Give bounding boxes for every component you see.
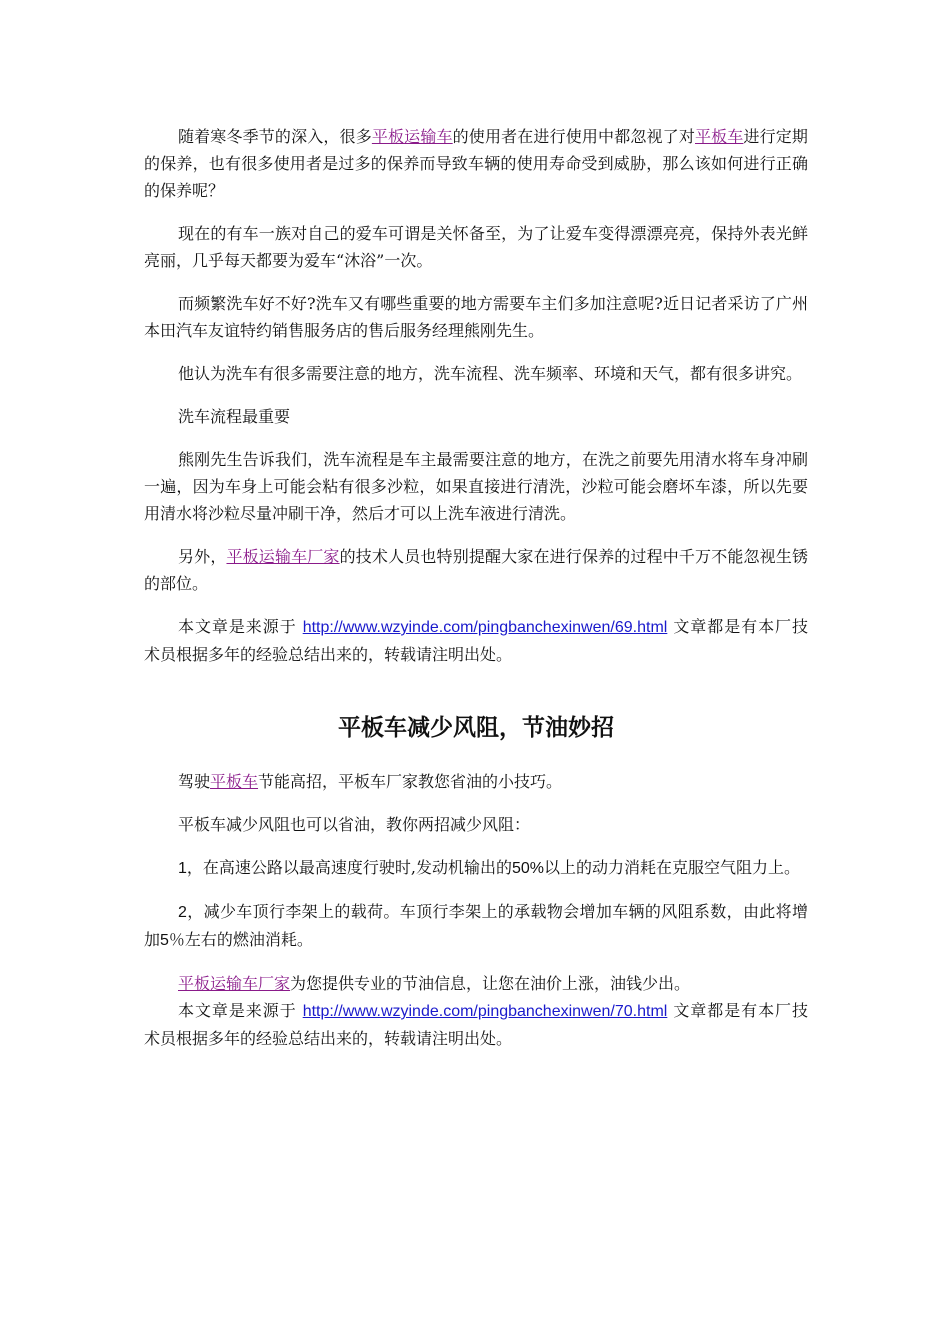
paragraph-text: 进行定期的保养，也有很多使用者是过多的保养而导致车辆的使用寿命受到威胁，那么该如何进行正确的保养呢？ [144,127,808,200]
paragraph [144,970,808,997]
paragraph-text: 的使用者在进行使用中都忽视了对 [452,127,695,146]
paragraph [144,898,808,954]
paragraph-text: 驾驶 [178,772,211,791]
list-number: 1 [178,860,187,877]
paragraph-text: ，减少车顶行李架上的载荷。车顶行李架上的承载物会增加车辆的风阻系数，由此将增加 [144,902,808,949]
paragraph-text: 另外， [178,547,227,566]
source-url-link[interactable]: http://www.wzyinde.com/pingbanchexinwen/70.html [302,1003,668,1020]
paragraph [144,123,808,204]
paragraph-text: ，在高速公路以最高速度行驶时,发动机输出的 [186,858,512,877]
paragraph: 平板车减少风阻也可以省油，教你两招减少风阻： [178,815,531,834]
keyword-link[interactable]: 平板运输车 [371,127,453,146]
paragraph-text: 以上的动力消耗在克服空气阻力上。 [544,858,801,877]
source-paragraph [144,613,808,668]
paragraph-text: 文章都是有本厂技术员根据多年的经验总结出来的，转载请注明出处。 [144,617,809,664]
paragraph [144,543,808,597]
keyword-link[interactable]: 平板车 [210,772,259,791]
paragraph [144,854,808,882]
paragraph: 现在的有车一族对自己的爱车可谓是关怀备至，为了让爱车变得漂漂亮亮，保持外表光鲜亮丽，几乎每天都要为爱车“沐浴”一次。 [144,224,808,270]
paragraph: 熊刚先生告诉我们，洗车流程是车主最需要注意的地方，在洗之前要先用清水将车身冲刷一遍，因为车身上可能会粘有很多沙粒，如果直接进行清洗，沙粒可能会磨坏车漆，所以先要用清水将沙粒尽量冲刷干净，然后才可以上洗车液进行清洗。 [144,450,808,523]
paragraph-text: ％左右的燃油消耗。 [168,930,313,949]
keyword-link[interactable]: 平板车 [695,127,744,146]
paragraph-text: 本文章是来源于 [178,1001,303,1020]
keyword-link[interactable]: 平板运输车厂家 [226,547,340,566]
section-subheading: 洗车流程最重要 [178,407,291,426]
paragraph-text: 文章都是有本厂技术员根据多年的经验总结出来的，转载请注明出处。 [144,1001,809,1048]
paragraph [144,768,808,795]
keyword-link[interactable]: 平板运输车厂家 [178,974,291,993]
source-url-link[interactable]: http://www.wzyinde.com/pingbanchexinwen/69.html [302,619,668,636]
paragraph: 而频繁洗车好不好?洗车又有哪些重要的地方需要车主们多加注意呢?近日记者采访了广州本田汽车友谊特约销售服务店的售后服务经理熊刚先生。 [144,294,808,340]
article-title: 平板车减少风阻，节油妙招 [338,715,614,741]
percent-value: 50% [512,860,545,877]
paragraph-text: 为您提供专业的节油信息，让您在油价上涨，油钱少出。 [290,974,691,993]
paragraph: 他认为洗车有很多需要注意的地方，洗车流程、洗车频率、环境和天气，都有很多讲究。 [178,364,803,383]
paragraph-text: 本文章是来源于 [178,617,303,636]
source-paragraph [144,997,808,1052]
document-body [144,123,808,1052]
paragraph-text: 随着寒冬季节的深入，很多 [178,127,372,146]
percent-value: 5 [160,932,169,949]
paragraph-text: 的技术人员也特别提醒大家在进行保养的过程中千万不能忽视生锈的部位。 [144,547,808,593]
paragraph-text: 节能高招，平板车厂家教您省油的小技巧。 [258,772,563,791]
list-number: 2 [178,904,187,921]
